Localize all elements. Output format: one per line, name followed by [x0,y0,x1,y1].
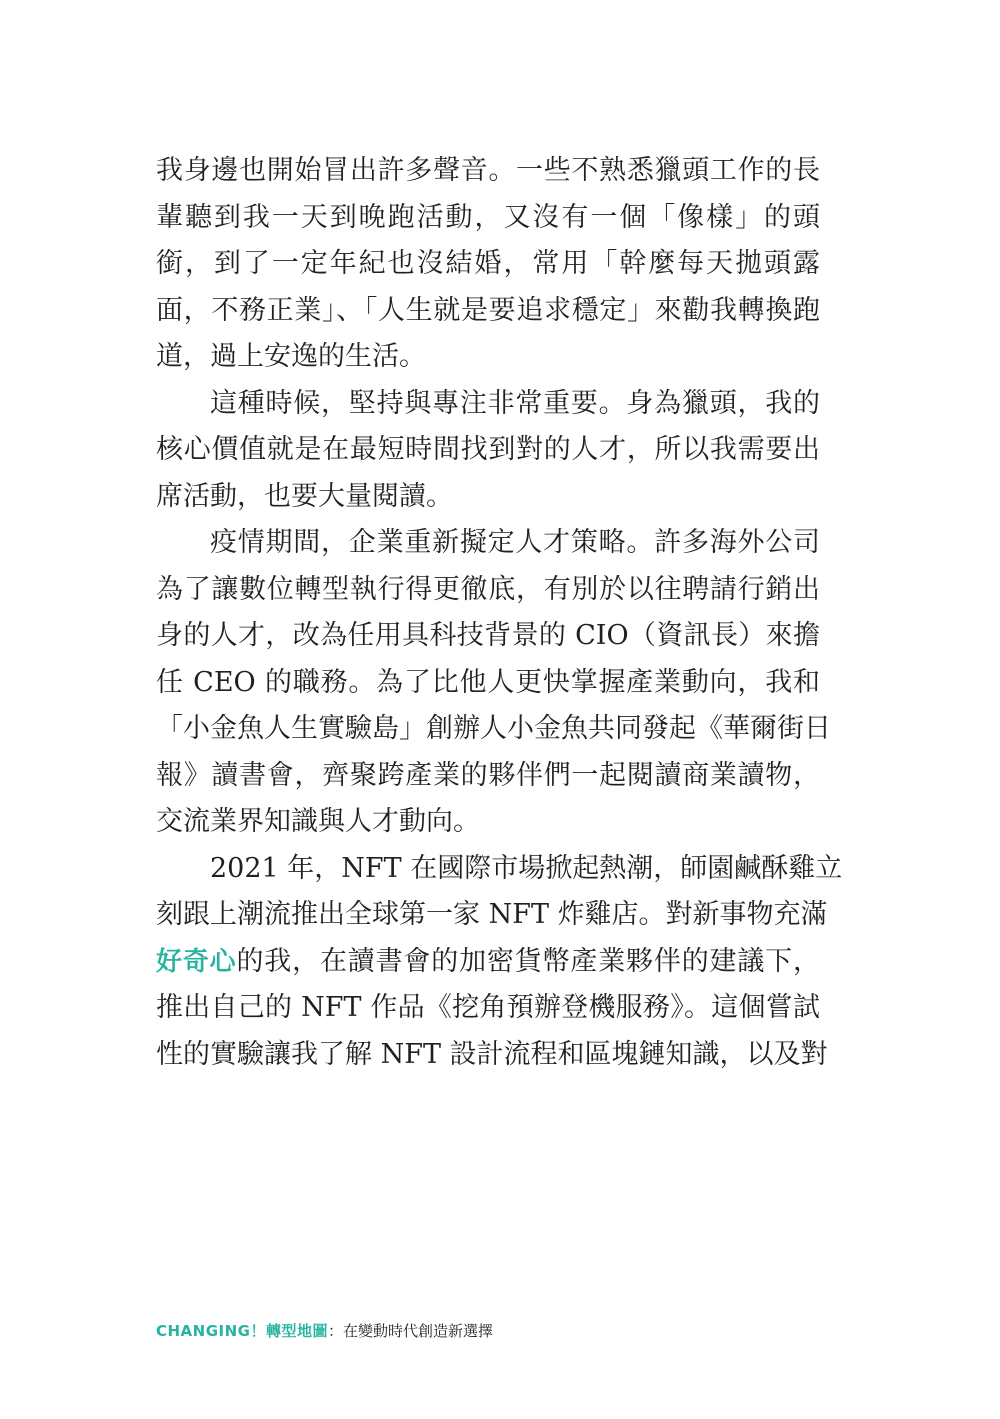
text-line: 「小金魚人生實驗島」創辦人小金魚共同發起《華爾街日 [156,713,831,744]
book-title: CHANGING！轉型地圖 [156,1322,328,1340]
text-line: 這種時候，堅持與專注非常重要。身為獵頭，我的 [210,387,820,419]
paragraph [156,520,831,846]
body-text [156,148,843,1078]
text-line: 席活動，也要大量閱讀。 [156,480,453,512]
text-line: 面，不務正業」、「人生就是要追求穩定」來勸我轉換跑 [156,294,820,326]
text-line: 身的人才，改為任用具科技背景的 CIO（資訊長）來擔 [156,620,820,651]
text-line: 報》讀書會，齊聚跨產業的夥伴們一起閱讀商業讀物， [156,759,820,791]
text-line: 我身邊也開始冒出許多聲音。一些不熟悉獵頭工作的長 [156,155,820,186]
text-line: 性的實驗讓我了解 NFT 設計流程和區塊鏈知識，以及對 [156,1038,828,1070]
text-line: 輩聽到我一天到晚跑活動，又沒有一個「像樣」的頭 [156,201,820,233]
paragraph [156,148,820,381]
paragraph [156,846,843,1079]
book-subtitle: ：在變動時代創造新選擇 [327,1322,493,1340]
paragraph [156,381,820,521]
text-line: 核心價值就是在最短時間找到對的人才，所以我需要出 [156,434,820,465]
text-line: 為了讓數位轉型執行得更徹底，有別於以往聘請行銷出 [156,573,820,605]
text-line-with-highlight [156,939,820,986]
text-line: 刻跟上潮流推出全球第一家 NFT 炸雞店。對新事物充滿 [156,899,828,930]
text-line: 道，過上安逸的生活。 [156,341,426,372]
text-segment: 的我，在讀書會的加密貨幣產業夥伴的建議下， [236,945,820,977]
text-line: 推出自己的 NFT 作品《挖角預辦登機服務》。這個嘗試 [156,992,820,1023]
text-line: 疫情期間，企業重新擬定人才策略。許多海外公司 [210,527,820,558]
highlighted-keyword: 好奇心 [156,946,237,977]
text-line: 交流業界知識與人才動向。 [156,806,480,837]
text-line: 任 CEO 的職務。為了比他人更快掌握產業動向，我和 [156,666,820,698]
text-line: 銜，到了一定年紀也沒結婚，常用「幹麼每天拋頭露 [156,248,820,279]
text-line: 2021 年，NFT 在國際市場掀起熱潮，師園鹹酥雞立 [210,852,843,884]
running-footer [156,1320,493,1341]
